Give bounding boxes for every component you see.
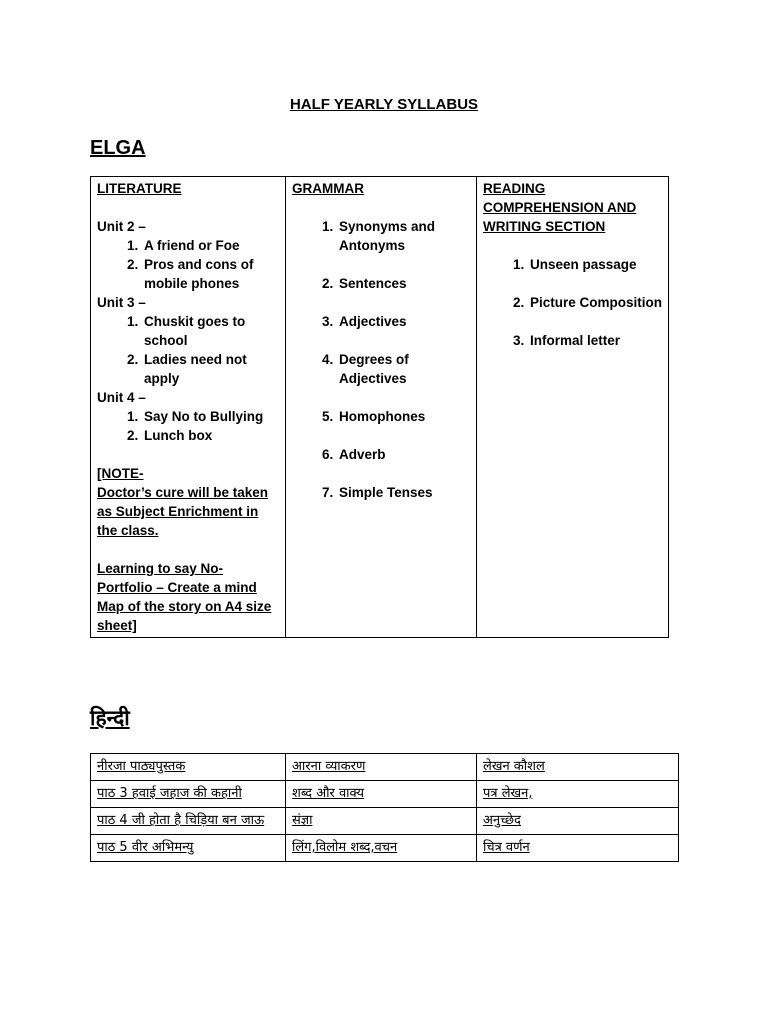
list-item: 4. Degrees of Adjectives bbox=[337, 350, 470, 388]
list-item: 1. Unseen passage bbox=[528, 255, 662, 274]
table-cell: संज्ञा bbox=[286, 808, 477, 835]
reading-cell bbox=[477, 177, 669, 638]
unit-4-label: Unit 4 – bbox=[97, 390, 146, 405]
table-row bbox=[91, 781, 679, 808]
literature-header: LITERATURE bbox=[97, 181, 182, 196]
table-cell: चित्र वर्णन bbox=[477, 835, 679, 862]
reading-header: READING COMPREHENSION AND WRITING SECTION bbox=[483, 181, 637, 234]
list-item: 7. Simple Tenses bbox=[337, 483, 470, 502]
unit-3-label: Unit 3 – bbox=[97, 295, 146, 310]
table-cell: आरना व्याकरण bbox=[286, 754, 477, 781]
reading-list bbox=[483, 255, 662, 350]
elga-heading: ELGA bbox=[90, 137, 146, 159]
hindi-heading: हिन्दी bbox=[90, 706, 130, 730]
literature-cell bbox=[91, 177, 286, 638]
table-row bbox=[91, 835, 679, 862]
table-row bbox=[91, 808, 679, 835]
table-cell: पत्र लेखन, bbox=[477, 781, 679, 808]
hindi-syllabus-table bbox=[90, 753, 679, 862]
table-cell: पाठ 4 जी होता है चिड़िया बन जाऊ bbox=[91, 808, 286, 835]
table-cell: पाठ 3 हवाई जहाज की कहानी bbox=[91, 781, 286, 808]
list-item: 2. Picture Composition bbox=[528, 293, 662, 312]
elga-syllabus-table bbox=[90, 176, 669, 638]
grammar-cell bbox=[286, 177, 477, 638]
table-cell: लिंग,विलोम शब्द,वचन bbox=[286, 835, 477, 862]
table-cell: नीरजा पाठ्यपुस्तक bbox=[91, 754, 286, 781]
list-item: 1. Say No to Bullying bbox=[142, 407, 279, 426]
list-item: 2. Ladies need not apply bbox=[142, 350, 279, 388]
table-cell: पाठ 5 वीर अभिमन्यु bbox=[91, 835, 286, 862]
unit-2-label: Unit 2 – bbox=[97, 219, 146, 234]
table-cell: शब्द और वाक्य bbox=[286, 781, 477, 808]
table-cell: लेखन कौशल bbox=[477, 754, 679, 781]
grammar-list bbox=[292, 217, 470, 502]
list-item: 3. Adjectives bbox=[337, 312, 470, 331]
unit-3-list bbox=[97, 312, 279, 388]
list-item: 6. Adverb bbox=[337, 445, 470, 464]
table-row bbox=[91, 754, 679, 781]
note-doctors-cure: Doctor’s cure will be taken as Subject Enrichment in the class. bbox=[97, 485, 269, 538]
note-portfolio: Learning to say No- Portfolio – Create a mind Map of the story on A4 size sheet] bbox=[97, 561, 272, 633]
list-item: 1. Synonyms and Antonyms bbox=[337, 217, 470, 255]
list-item: 2. Lunch box bbox=[142, 426, 279, 445]
table-row bbox=[91, 177, 669, 638]
list-item: 1. Chuskit goes to school bbox=[142, 312, 279, 350]
list-item: 5. Homophones bbox=[337, 407, 470, 426]
table-cell: अनुच्छेद bbox=[477, 808, 679, 835]
unit-4-list bbox=[97, 407, 279, 445]
grammar-header: GRAMMAR bbox=[292, 181, 364, 196]
list-item: 3. Informal letter bbox=[528, 331, 662, 350]
list-item: 1. A friend or Foe bbox=[142, 236, 279, 255]
title-text: HALF YEARLY SYLLABUS bbox=[289, 96, 479, 113]
list-item: 2. Pros and cons of mobile phones bbox=[142, 255, 279, 293]
unit-2-list bbox=[97, 236, 279, 293]
note-start: [NOTE- bbox=[97, 466, 144, 481]
list-item: 2. Sentences bbox=[337, 274, 470, 293]
page-title bbox=[0, 96, 768, 113]
